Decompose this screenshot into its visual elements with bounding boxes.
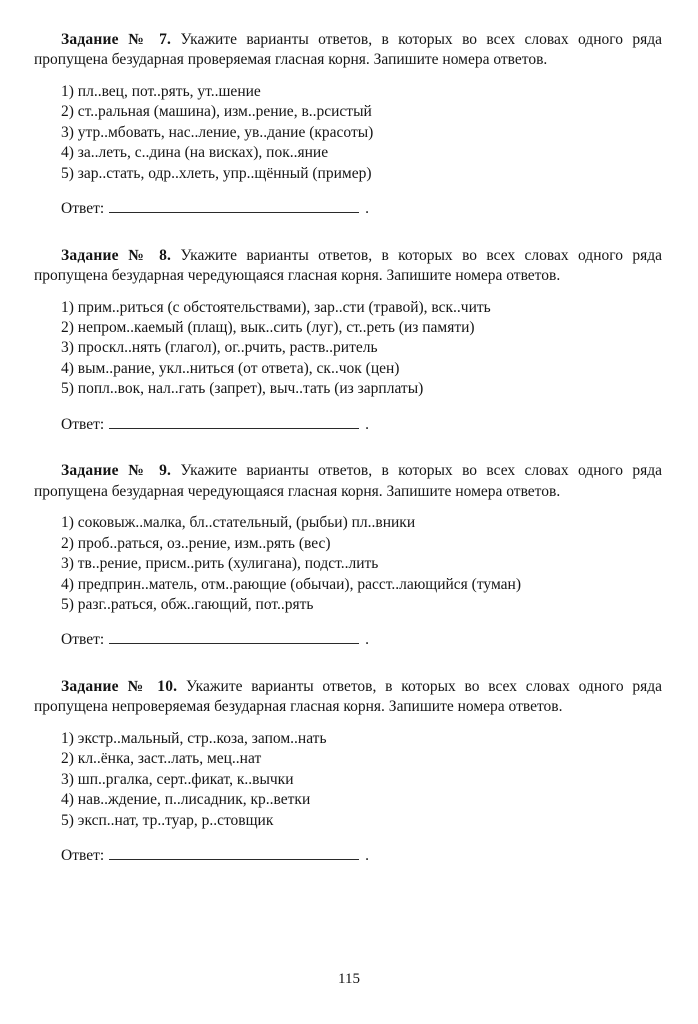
answer-period: . [365, 200, 370, 218]
task-8-option-1: 1) прим..риться (с обстоятельствами), зар..сти (травой), вск..чить [61, 298, 491, 316]
task-9-option-5: 5) разг..раться, обж..гающий, пот..рять [61, 595, 314, 613]
task-9-label: Задание № 9. [61, 462, 172, 480]
task-7-option-1: 1) пл..вец, пот..рять, ут..шение [61, 82, 261, 100]
task-7 [34, 30, 662, 220]
task-10-option-3: 3) шп..ргалка, серт..фикат, к..вычки [61, 770, 294, 788]
task-9-option-3: 3) тв..рение, присм..рить (хулигана), подст..лить [61, 555, 379, 573]
task-8 [34, 246, 662, 436]
task-9-option-4: 4) предприн..матель, отм..рающие (обычаи), расст..лающийся (туман) [61, 575, 521, 593]
task-10-options [34, 729, 662, 831]
task-10-option-1: 1) экстр..мальный, стр..коза, запом..нать [61, 729, 327, 747]
answer-period: . [365, 415, 370, 433]
answer-period: . [365, 631, 370, 649]
task-8-option-5: 5) попл..вок, нал..гать (запрет), выч..тать (из зарплаты) [61, 380, 424, 398]
answer-blank-line [109, 630, 359, 644]
task-8-option-4: 4) вым..рание, укл..ниться (от ответа), ск..чок (цен) [61, 359, 400, 377]
task-9 [34, 461, 662, 651]
task-9-options [34, 513, 662, 615]
task-9-instruction: Укажите варианты ответов, в которых во всех словах одного ряда пропущена безударная чередующаяся гласная корня. Запишите номера ответов. [34, 462, 662, 500]
task-10-heading [34, 677, 662, 718]
task-9-answer-line [34, 630, 662, 650]
task-7-option-4: 4) за..леть, с..дина (на висках), пок..яние [61, 144, 329, 162]
task-10-option-2: 2) кл..ёнка, заст..лать, мец..нат [61, 750, 262, 768]
task-10-label: Задание № 10. [61, 677, 178, 695]
task-7-option-2: 2) ст..ральная (машина), изм..рение, в..рсистый [61, 103, 372, 121]
task-7-answer-line [34, 199, 662, 219]
task-8-option-3: 3) проскл..нять (глагол), ог..рчить, раств..ритель [61, 339, 378, 357]
answer-label: Ответ: [61, 847, 105, 865]
task-7-option-5: 5) зар..стать, одр..хлеть, упр..щённый (пример) [61, 164, 372, 182]
task-8-instruction: Укажите варианты ответов, в которых во всех словах одного ряда пропущена безударная чередующаяся гласная корня. Запишите номера ответов. [34, 246, 662, 285]
answer-label: Ответ: [61, 631, 105, 649]
task-7-instruction: Укажите варианты ответов, в которых во всех словах одного ряда пропущена безударная проверяемая гласная корня. Запишите номера ответов. [34, 31, 662, 69]
answer-blank-line [109, 846, 359, 860]
task-10-instruction: Укажите варианты ответов, в которых во всех словах одного ряда пропущена непроверяемая безударная гласная корня. Запишите номера ответов. [34, 677, 663, 716]
task-10-answer-line [34, 846, 662, 866]
task-10-option-5: 5) эксп..нат, тр..туар, р..стовщик [61, 811, 274, 829]
task-8-heading [34, 246, 662, 287]
task-9-option-1: 1) соковыж..малка, бл..стательный, (рыбьи) пл..вники [61, 514, 416, 532]
task-7-heading [34, 30, 662, 71]
task-10 [34, 677, 662, 867]
answer-blank-line [109, 415, 359, 429]
task-8-label: Задание № 8. [61, 246, 172, 264]
answer-period: . [365, 847, 370, 865]
task-7-option-3: 3) утр..мбовать, нас..ление, ув..дание (красоты) [61, 123, 374, 141]
task-7-label: Задание № 7. [61, 31, 172, 48]
task-10-option-4: 4) нав..ждение, п..лисадник, кр..ветки [61, 791, 311, 809]
page-number: 115 [338, 971, 360, 988]
answer-blank-line [109, 199, 359, 213]
task-8-answer-line [34, 415, 662, 435]
task-9-heading [34, 461, 662, 502]
answer-label: Ответ: [61, 200, 105, 218]
task-7-options [34, 82, 662, 184]
task-8-option-2: 2) непром..каемый (плащ), вык..сить (луг), ст..реть (из памяти) [61, 318, 475, 336]
answer-label: Ответ: [61, 415, 105, 433]
task-8-options [34, 298, 662, 400]
task-9-option-2: 2) проб..раться, оз..рение, изм..рять (вес) [61, 534, 331, 552]
